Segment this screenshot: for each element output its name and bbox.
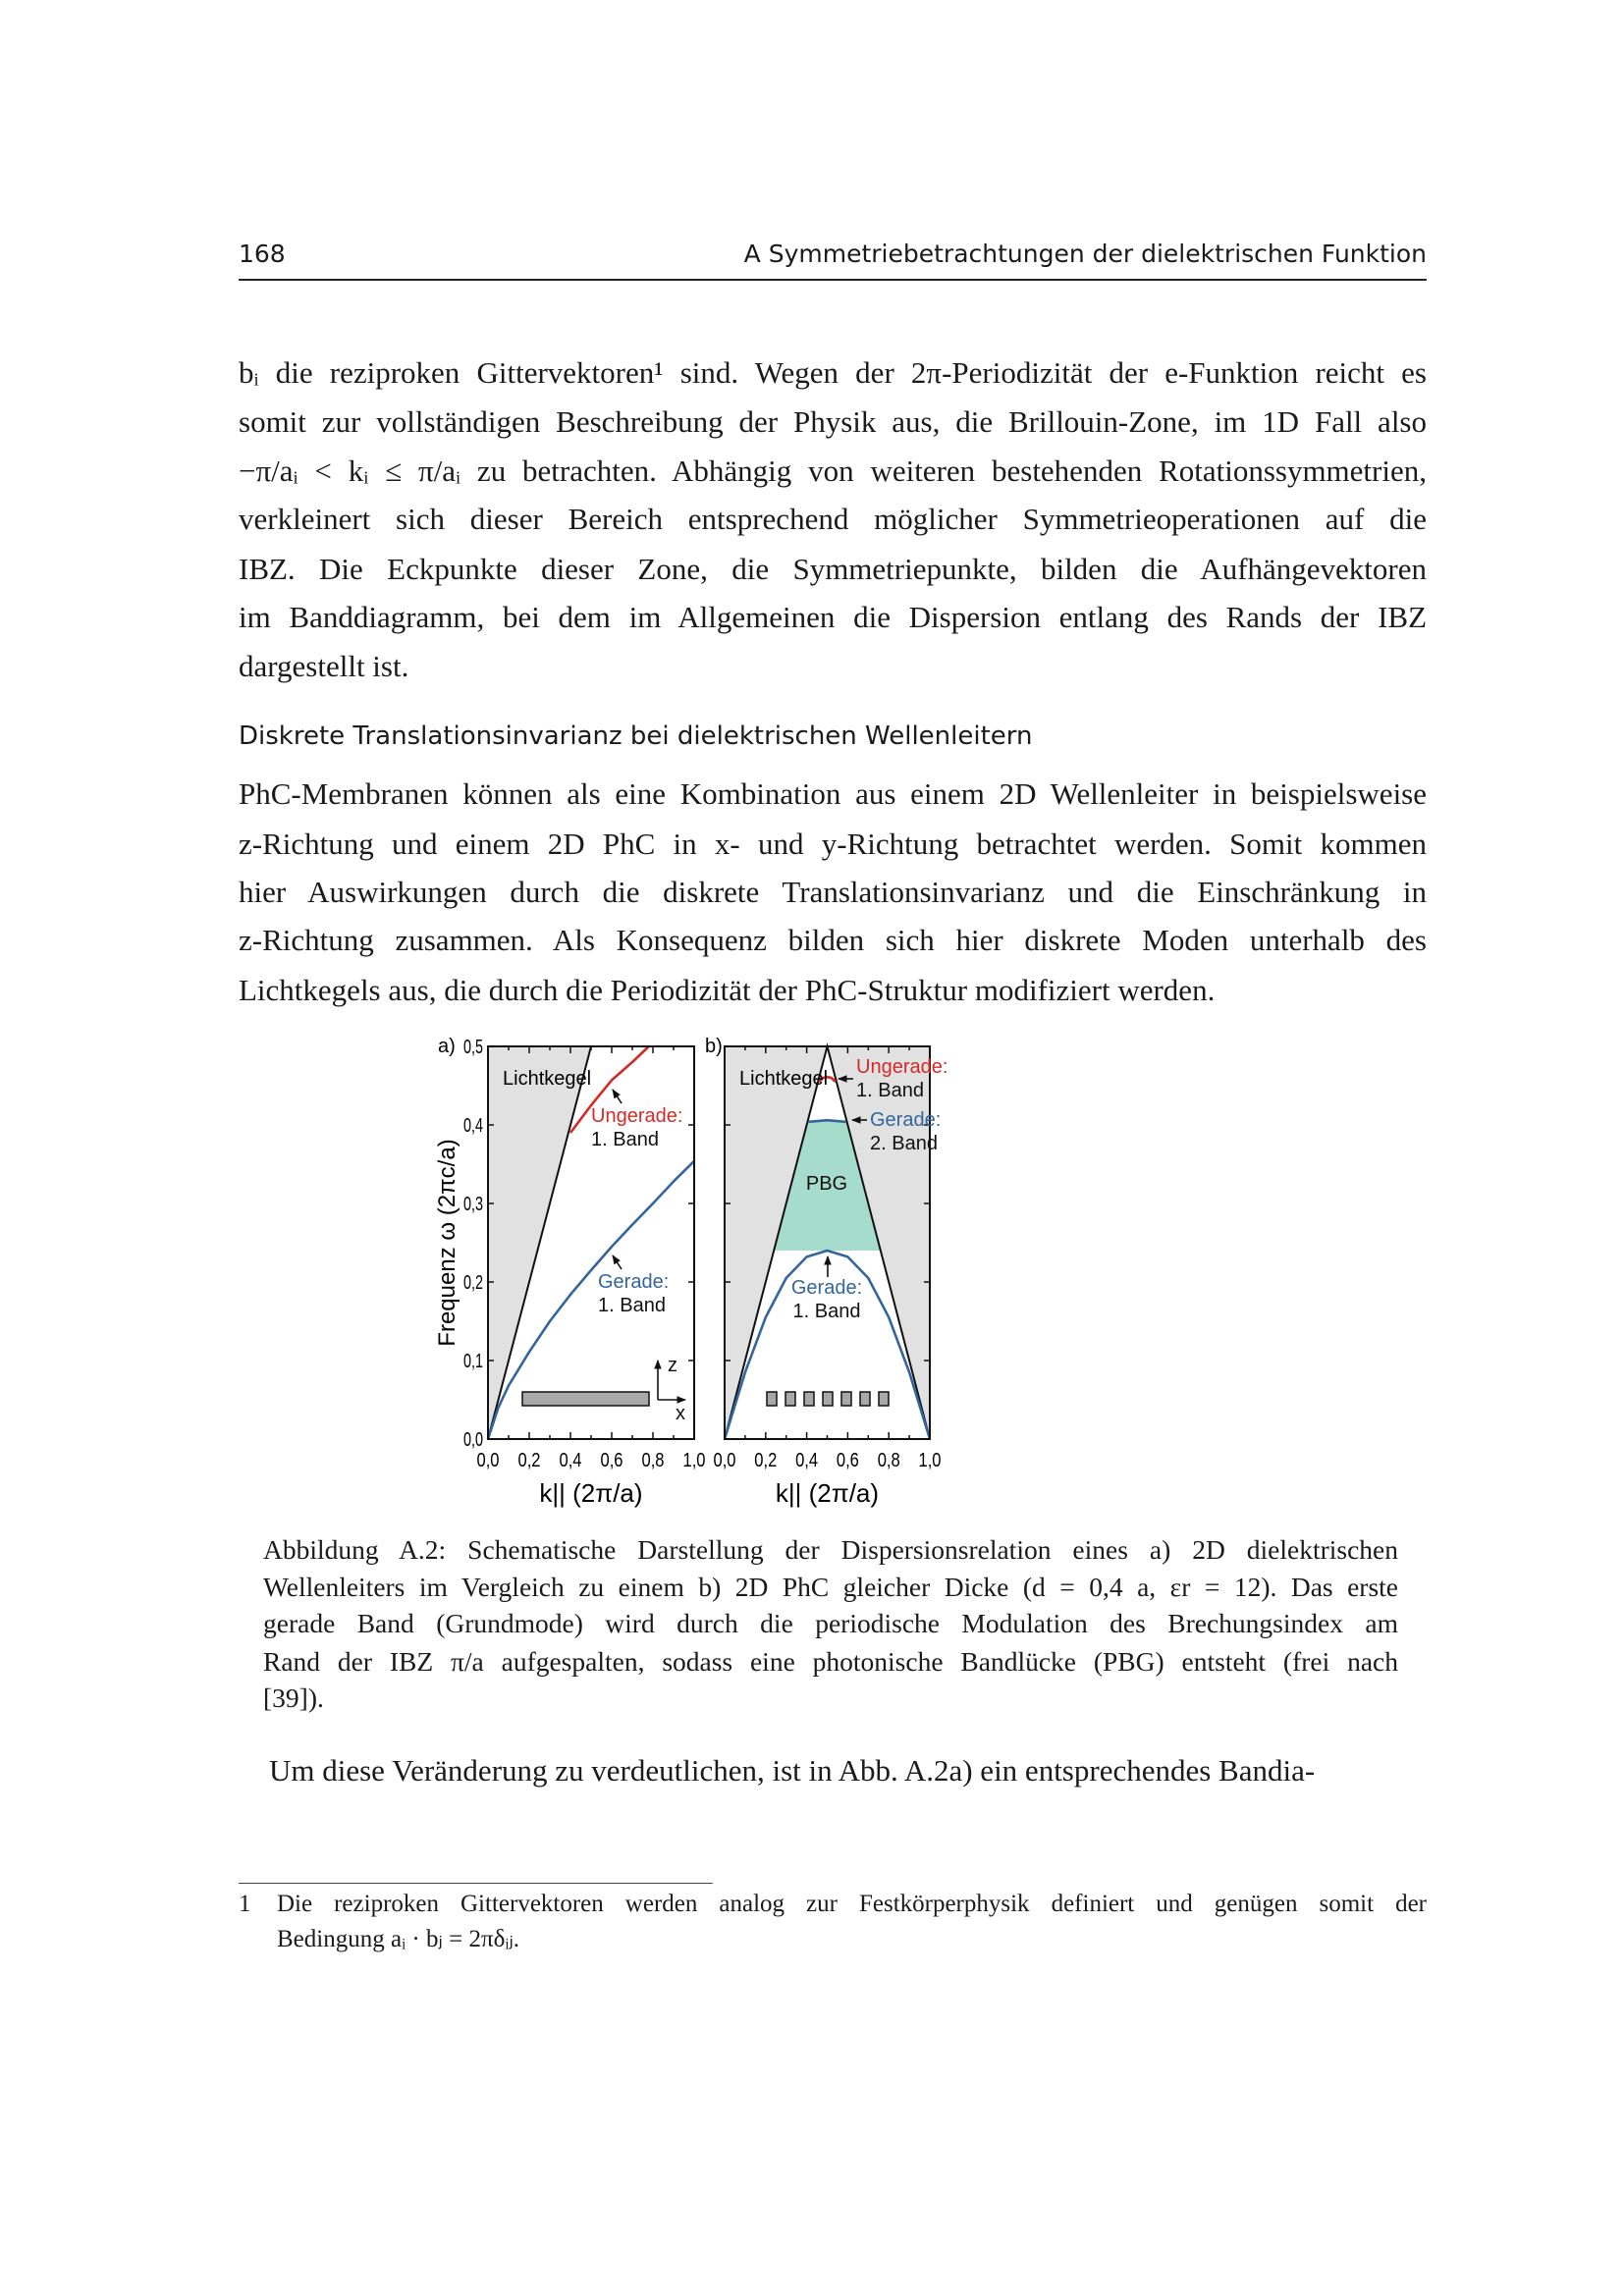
text-line: dargestellt ist.	[239, 649, 409, 683]
text-line: verkleinert sich dieser Bereich entsprechend möglicher Symmetrieoperationen auf die	[239, 502, 1427, 536]
x-tick-label: 0,6	[836, 1450, 859, 1471]
inset-axis-x: x	[676, 1403, 685, 1424]
section-subheading: Diskrete Translationsinvarianz bei dielektrischen Wellenleitern	[239, 721, 1033, 751]
arrow	[613, 1090, 622, 1103]
phc-block	[860, 1392, 870, 1406]
x-tick-label: 0,2	[517, 1450, 541, 1471]
phc-block	[767, 1392, 777, 1406]
phc-block	[785, 1392, 795, 1406]
series-sublabel: 2. Band	[870, 1133, 938, 1154]
y-axis-label: Frequenz ω (2πc/a)	[434, 1139, 460, 1347]
footnote-line: Die reziproken Gittervektoren werden analog zur Festkörperphysik definiert und genügen somit der	[277, 1891, 1427, 1917]
panel-label: b)	[705, 1036, 723, 1057]
x-tick-label: 0,8	[641, 1450, 665, 1471]
series-sublabel: 1. Band	[591, 1129, 659, 1150]
x-tick-label: 1,0	[682, 1450, 706, 1471]
text-line: Lichtkegels aus, die durch die Periodizität der PhC-Struktur modifiziert werden.	[239, 973, 1216, 1007]
phc-block	[879, 1392, 889, 1406]
paragraph-3: Um diese Veränderung zu verdeutlichen, ist in Abb. A.2a) ein entsprechendes Bandia-	[269, 1753, 1316, 1788]
x-axis-label: k|| (2π/a)	[539, 1478, 643, 1508]
arrow	[613, 1255, 622, 1269]
text-line: IBZ. Die Eckpunkte dieser Zone, die Symmetriepunkte, bilden die Aufhängevektoren	[239, 552, 1427, 586]
x-tick-label: 0,4	[795, 1450, 819, 1471]
x-tick-label: 0,4	[559, 1450, 582, 1471]
panel-label: a)	[438, 1036, 456, 1057]
x-tick-label: 0,0	[713, 1450, 736, 1471]
y-tick-label: 0,0	[463, 1429, 483, 1451]
light-cone-label: Lichtkegel	[503, 1068, 592, 1090]
x-tick-label: 0,8	[877, 1450, 900, 1471]
x-axis-label: k|| (2π/a)	[775, 1478, 880, 1508]
bandgap-label: PBG	[805, 1173, 848, 1195]
phc-block	[841, 1392, 851, 1406]
caption-line: Abbildung A.2: Schematische Darstellung der Dispersionsrelation eines a) 2D dielektrischen	[263, 1534, 1398, 1565]
light-cone-label: Lichtkegel	[739, 1068, 829, 1090]
inset-axis-z: z	[668, 1355, 677, 1376]
text-line: PhC-Membranen können als eine Kombination aus einem 2D Wellenleiter in beispielsweise	[239, 776, 1427, 811]
caption-line: [39]).	[263, 1682, 324, 1713]
text-line: im Banddiagramm, bei dem im Allgemeinen die Dispersion entlang des Rands der IBZ	[239, 600, 1427, 634]
page-number: 168	[239, 240, 286, 268]
x-tick-label: 0,2	[754, 1450, 778, 1471]
x-tick-label: 0,6	[600, 1450, 623, 1471]
phc-block	[823, 1392, 833, 1406]
text-line: z-Richtung und einem 2D PhC in x- und y-Richtung betrachtet werden. Somit kommen	[239, 827, 1427, 861]
footnote-rule	[239, 1883, 713, 1884]
series-sublabel: 1. Band	[792, 1301, 861, 1322]
series-label-even: Gerade:	[790, 1277, 863, 1299]
series-label-odd: Ungerade:	[856, 1056, 948, 1078]
footnote-line: Bedingung aᵢ · bⱼ = 2πδᵢⱼ.	[277, 1926, 520, 1952]
text-line: bᵢ die reziproken Gittervektoren¹ sind. Wegen der 2π-Periodizität der e-Funktion reicht es	[239, 355, 1427, 390]
y-tick-label: 0,4	[463, 1115, 483, 1137]
running-header: A Symmetriebetrachtungen der dielektrischen Funktion	[743, 240, 1427, 268]
caption-line: Rand der IBZ π/a aufgespalten, sodass eine photonische Bandlücke (PBG) entsteht (frei nach	[263, 1646, 1398, 1677]
series-label-even: Gerade:	[870, 1109, 942, 1131]
waveguide-slab	[522, 1392, 649, 1406]
series-label-even: Gerade:	[598, 1271, 670, 1293]
y-tick-label: 0,1	[463, 1351, 483, 1372]
text-line: −π/aᵢ < kᵢ ≤ π/aᵢ zu betrachten. Abhängig von weiteren bestehenden Rotationssymmetrien,	[239, 454, 1427, 488]
series-sublabel: 1. Band	[856, 1080, 924, 1101]
y-tick-label: 0,5	[463, 1037, 483, 1058]
series-sublabel: 1. Band	[598, 1295, 666, 1316]
text-line: z-Richtung zusammen. Als Konsequenz bilden sich hier diskrete Moden unterhalb des	[239, 923, 1427, 957]
caption-line: Wellenleiters im Vergleich zu einem b) 2D PhC gleicher Dicke (d = 0,4 a, εr = 12). Das erste	[263, 1572, 1398, 1602]
caption-line: gerade Band (Grundmode) wird durch die periodische Modulation des Brechungsindex am	[263, 1608, 1398, 1638]
series-label-odd: Ungerade:	[591, 1105, 683, 1127]
phc-block	[804, 1392, 814, 1406]
footnote-number: 1	[239, 1891, 251, 1917]
x-tick-label: 1,0	[918, 1450, 942, 1471]
text-line: hier Auswirkungen durch die diskrete Translationsinvarianz und die Einschränkung in	[239, 875, 1427, 909]
y-tick-label: 0,3	[463, 1194, 483, 1215]
y-tick-label: 0,2	[463, 1272, 483, 1294]
x-tick-label: 0,0	[476, 1450, 500, 1471]
text-line: somit zur vollständigen Beschreibung der Physik aus, die Brillouin-Zone, im 1D Fall also	[239, 404, 1427, 439]
